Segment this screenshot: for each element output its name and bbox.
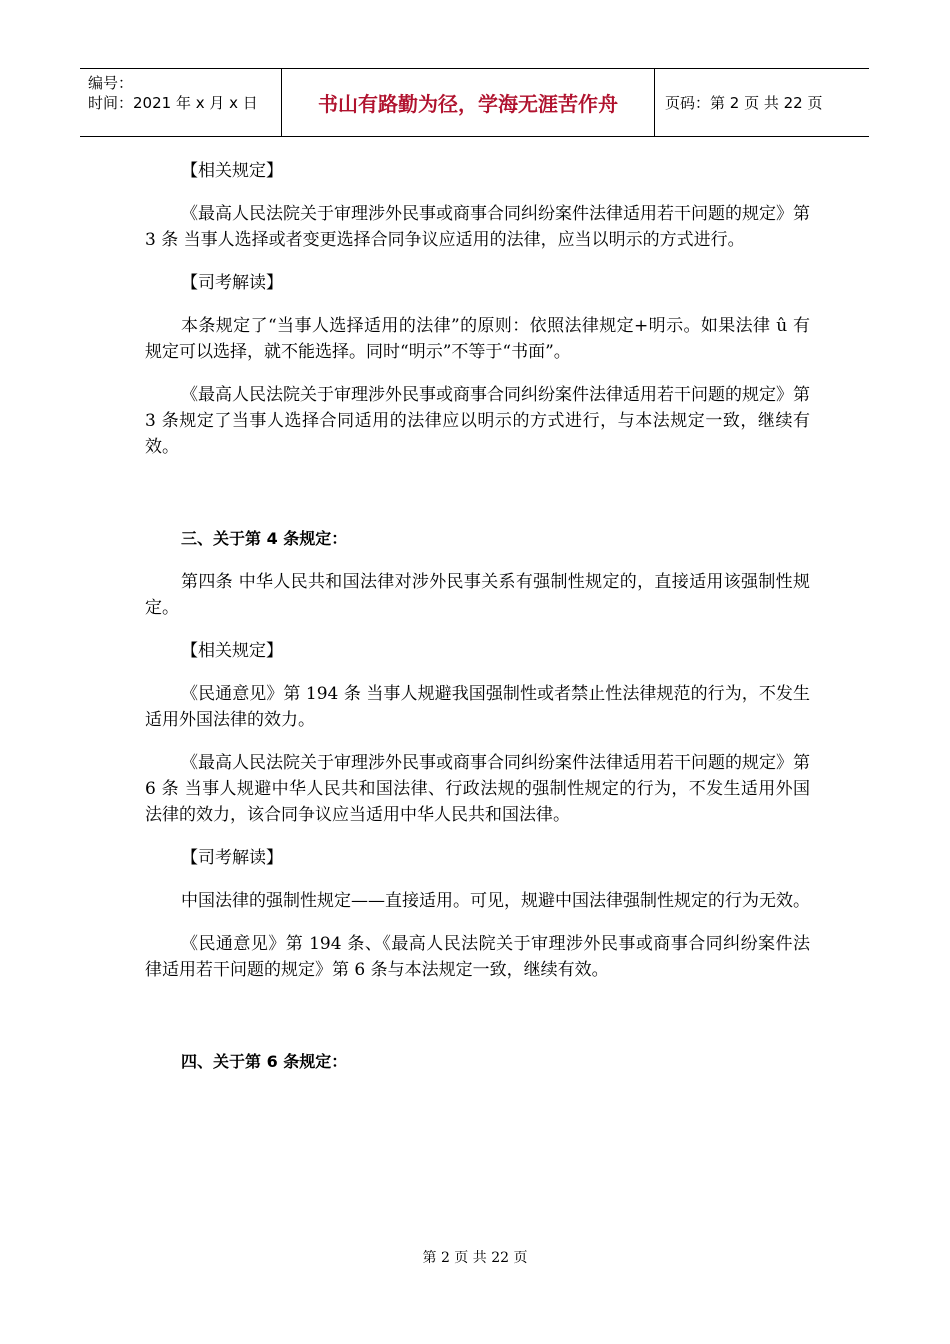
header-page-info: 页码：第 2 页 共 22 页 <box>665 94 823 112</box>
page-header <box>80 68 869 137</box>
paragraph: 中国法律的强制性规定——直接适用。可见，规避中国法律强制性规定的行为无效。 <box>181 891 810 911</box>
document-date: 时间：2021 年 x 月 x 日 <box>88 94 258 112</box>
paragraph: 《最高人民法院关于审理涉外民事或商事合同纠纷案件法律适用若干问题的规定》第 6 条 当事人规避中华人民共和国法律、行政法规的强制性规定的行为，不发生适用外国法律的效力，该合同争议应当适用中华人民共和国法律。 <box>145 753 810 825</box>
paragraph: 本条规定了“当事人选择适用的法律”的原则：依照法律规定+明示。如果法律 û 有规定可以选择，就不能选择。同时“明示”不等于“书面”。 <box>145 316 810 362</box>
paragraph: 《最高人民法院关于审理涉外民事或商事合同纠纷案件法律适用若干问题的规定》第 3 条 当事人选择或者变更选择合同争议应适用的法律，应当以明示的方式进行。 <box>145 204 810 250</box>
paragraph: 第四条 中华人民共和国法律对涉外民事关系有强制性规定的，直接适用该强制性规定。 <box>145 572 810 618</box>
document-body <box>145 158 810 1075</box>
paragraph: 《民通意见》第 194 条、《最高人民法院关于审理涉外民事或商事合同纠纷案件法律适用若干问题的规定》第 6 条与本法规定一致，继续有效。 <box>145 934 810 980</box>
section-label-related: 【相关规定】 <box>181 161 283 181</box>
header-meta <box>80 69 282 136</box>
paragraph: 《民通意见》第 194 条 当事人规避我国强制性或者禁止性法律规范的行为，不发生适用外国法律的效力。 <box>145 684 810 730</box>
section-label-related: 【相关规定】 <box>181 641 283 661</box>
section-heading: 三、关于第 4 条规定： <box>181 529 348 548</box>
section-label-interpretation: 【司考解读】 <box>181 848 283 868</box>
header-motto: 书山有路勤为径，学海无涯苦作舟 <box>282 69 655 136</box>
section-heading: 四、关于第 6 条规定： <box>181 1052 348 1071</box>
section-label-interpretation: 【司考解读】 <box>181 273 283 293</box>
document-number-label: 编号： <box>88 74 134 92</box>
paragraph: 《最高人民法院关于审理涉外民事或商事合同纠纷案件法律适用若干问题的规定》第 3 条规定了当事人选择合同适用的法律应以明示的方式进行，与本法规定一致，继续有效。 <box>145 385 810 457</box>
page-footer: 第 2 页 共 22 页 <box>422 1250 528 1266</box>
